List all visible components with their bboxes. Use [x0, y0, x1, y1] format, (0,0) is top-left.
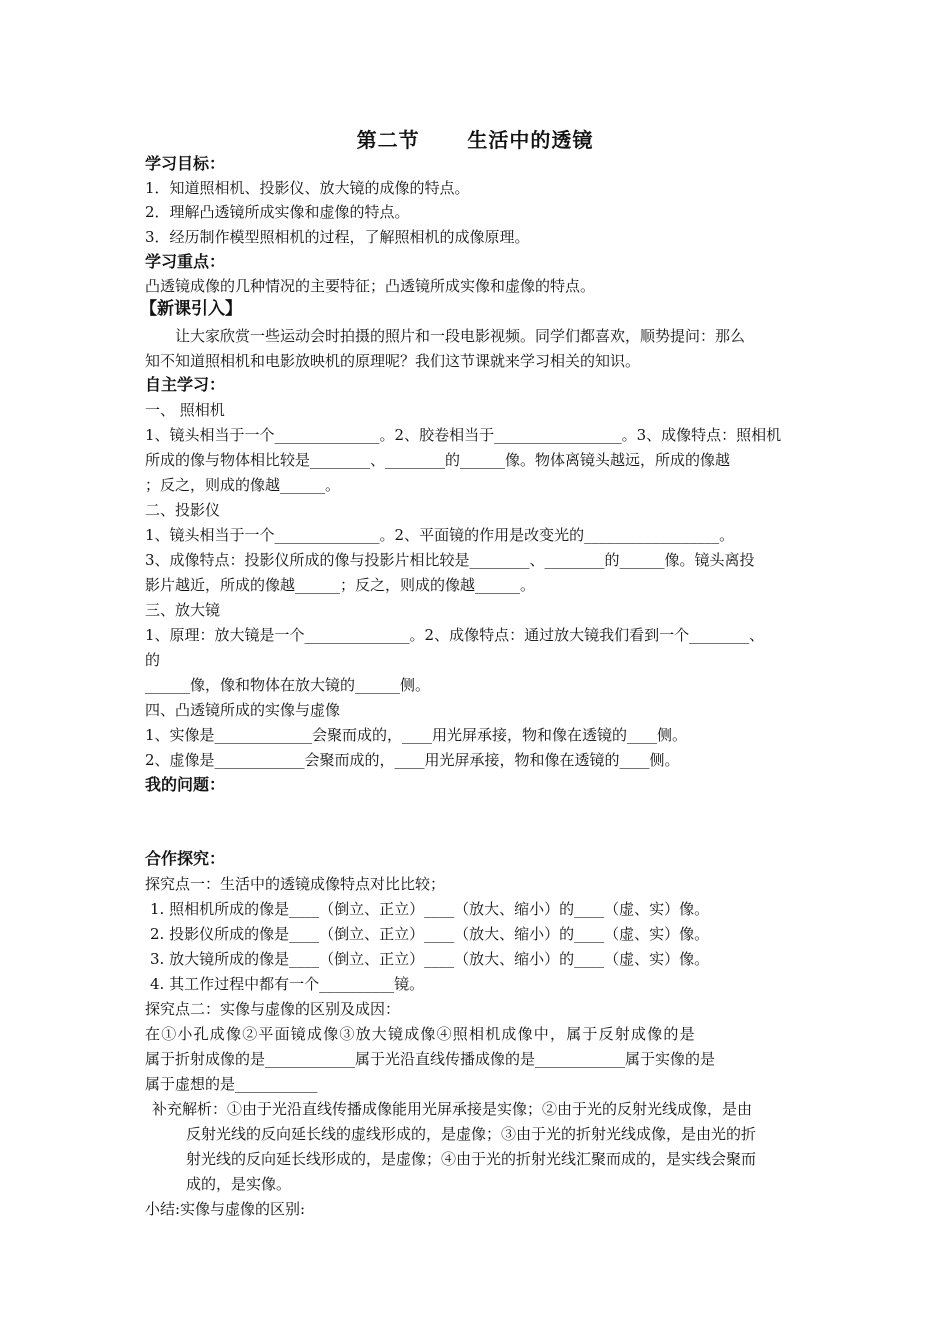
magnifier-line: ______像，像和物体在放大镜的______侧。: [145, 676, 431, 694]
camera-heading: 一、 照相机: [145, 401, 225, 419]
supplement-line: 射光线的反向延长线形成的，是虚像；④由于光的折射光线汇聚而成的，是实线会聚而: [186, 1150, 757, 1168]
supplement-line: 补充解析：①由于光沿直线传播成像能用光屏承接是实像；②由于光的反射光线成像，是由: [152, 1100, 753, 1118]
point2-heading: 探究点二：实像与虚像的区别及成因：: [145, 1000, 401, 1018]
focus-text: 凸透镜成像的几种情况的主要特征；凸透镜所成实像和虚像的特点。: [145, 277, 596, 295]
magnifier-line: 的: [145, 651, 161, 669]
magnifier-line: 1、原理：放大镜是一个______________。2、成像特点：通过放大镜我们看到一个________、: [145, 626, 765, 644]
goals-heading: 学习目标：: [145, 154, 226, 173]
point1-item: 3. 放大镜所成的像是____（倒立、正立）____（放大、缩小）的____（虚、实）像。: [150, 950, 710, 968]
self-study-heading: 自主学习：: [145, 375, 226, 394]
supplement-line: 反射光线的反向延长线的虚线形成的，是虚像；③由于光的折射光线成像，是由光的折: [186, 1125, 757, 1143]
intro-line: 知不知道照相机和电影放映机的原理呢？我们这节课就来学习相关的知识。: [145, 352, 641, 370]
summary-line: 小结:实像与虚像的区别:: [145, 1200, 306, 1218]
my-question-heading: 我的问题：: [145, 775, 226, 794]
projector-line: 1、镜头相当于一个______________。2、平面镜的作用是改变光的__________________。: [145, 526, 735, 544]
projector-heading: 二、投影仪: [145, 501, 221, 519]
camera-line: 1、镜头相当于一个______________。2、胶卷相当于_________________。3、成像特点：照相机: [145, 426, 782, 444]
camera-line: 所成的像与物体相比较是________、________的______像。物体离镜头越远，所成的像越: [145, 451, 731, 469]
images-line: 2、虚像是____________会聚而成的，____用光屏承接，物和像在透镜的____侧。: [145, 751, 680, 769]
point1-heading: 探究点一：生活中的透镜成像特点对比比较；: [145, 875, 446, 893]
images-heading: 四、凸透镜所成的实像与虚像: [145, 701, 341, 719]
point2-line: 属于虚想的是___________: [145, 1075, 318, 1093]
images-line: 1、实像是_____________会聚而成的，____用光屏承接，物和像在透镜的____侧。: [145, 726, 688, 744]
projector-line: 影片越近，所成的像越______；反之，则成的像越______。: [145, 576, 536, 594]
projector-line: 3、成像特点：投影仪所成的像与投影片相比较是________、________的______像。镜头离投: [145, 551, 755, 569]
point1-item: 4. 其工作过程中都有一个__________镜。: [150, 975, 425, 993]
goal-item: 1．知道照相机、投影仪、放大镜的成像的特点。: [145, 179, 470, 197]
point2-line: 属于折射成像的是____________属于光沿直线传播成像的是____________属于实像的是: [145, 1050, 716, 1068]
page-title: 第二节 生活中的透镜: [356, 128, 594, 152]
point1-item: 2. 投影仪所成的像是____（倒立、正立）____（放大、缩小）的____（虚、实）像。: [150, 925, 710, 943]
supplement-line: 成的，是实像。: [186, 1175, 292, 1193]
camera-line: ；反之，则成的像越______。: [145, 476, 341, 494]
point2-line: 在①小孔成像②平面镜成像③放大镜成像④照相机成像中，属于反射成像的是: [145, 1025, 696, 1043]
goal-item: 3．经历制作模型照相机的过程，了解照相机的成像原理。: [145, 228, 530, 246]
goal-item: 2．理解凸透镜所成实像和虚像的特点。: [145, 203, 410, 221]
coop-heading: 合作探究：: [145, 849, 226, 868]
focus-heading: 学习重点：: [145, 252, 226, 271]
intro-heading: 【新课引入】: [140, 299, 242, 319]
magnifier-heading: 三、放大镜: [145, 601, 221, 619]
intro-line: 让大家欣赏一些运动会时拍摄的照片和一段电影视频。同学们都喜欢，顺势提问：那么: [175, 327, 746, 345]
point1-item: 1. 照相机所成的像是____（倒立、正立）____（放大、缩小）的____（虚、实）像。: [150, 900, 710, 918]
